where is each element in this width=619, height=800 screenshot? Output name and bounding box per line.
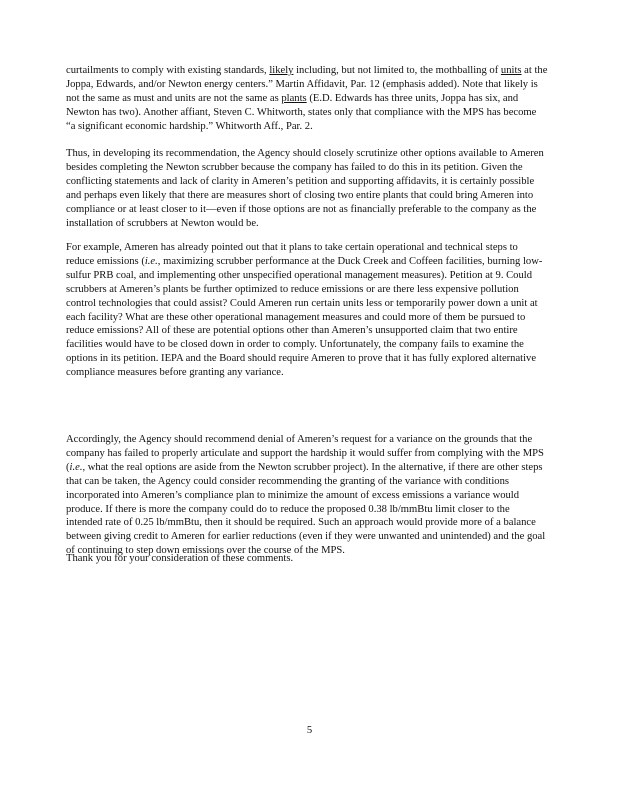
page-number: 5 (306, 725, 313, 736)
text-underlined-plants: plants (281, 92, 307, 104)
text-underlined-likely: likely (269, 65, 294, 76)
text-run: , maximizing scrubber performance at the Duck Creek and Coffeen facilities, burning low-sulfur PRB coal, and implementing other unspecified operational management measures). Petition at 9. Could scrubbers at Ameren’s plants be further optimized to reduce emissions or are there less expensive pollution control technologies that could assist? Could Ameren run certain units less or temporarily power down a unit at each facility? What are these other operational management measures and could more of them be pursued to reduce emissions? All of these are potential options other than Ameren’s unsupported claim that two entire facilities would have to be closed down in order to comply. Unfortunately, the company fails to examine the options in its petition. IEPA and the Board should require Ameren to prove that it has fully explored alternative compliance measures before granting any variance. (66, 255, 543, 379)
paragraph-thank-you: Thank you for your consideration of these comments. (66, 553, 294, 564)
text-italic-ie: i.e. (144, 255, 158, 267)
paragraph-accordingly (66, 433, 548, 558)
paragraph-curtailments (66, 64, 548, 134)
text-underlined-units: units (500, 65, 522, 76)
paragraph-for-example (66, 241, 548, 380)
text-run: curtailments to comply with existing standards, (66, 65, 270, 76)
paragraph-scrutinize-options: Thus, in developing its recommendation, the Agency should closely scrutinize other options available to Ameren besides completing the Newton scrubber because the company has failed to do this in its petition. Given the conflicting statements and lack of clarity in Ameren’s petition and supporting affidavits, it is certainly possible and perhaps even likely that there are measures short of closing two entire plants that could bring Ameren into compliance or at least closer to it—even if those options are not as financially preferable to the company as the installation of scrubbers at Newton would be. (66, 148, 544, 229)
text-run: Accordingly, the Agency should recommend denial of Ameren’s request for a variance on the grounds that the company has failed to properly articulate and support the hardship it would suffer from complying with the MPS ( (66, 434, 544, 473)
text-run: , what the real options are aside from the Newton scrubber project). In the alternative, if there are other steps that can be taken, the Agency could consider recommending the granting of the variance with conditions incorporated into Ameren’s compliance plan to minimize the amount of excess emissions a variance would produce. If there is more the company could do to reduce the proposed 0.38 lb/mmBtu limit closer to the intended rate of 0.25 lb/mmBtu, then it should be required. Such an approach would provide more of a balance between giving credit to Ameren for earlier reductions (even if they were unwanted and unintended) and the goal of continuing to step down emissions over the course of the MPS. (66, 461, 546, 557)
text-italic-ie: i.e. (69, 461, 83, 473)
text-run: at the Joppa, Edwards, and/or Newton energy centers.” Martin Affidavit, Par. 12 (emphasis added). Note that likely is not the same as must and units are not the same as (66, 65, 548, 104)
text-run: For example, Ameren has already pointed out that it plans to take certain operational and technical steps to reduce emissions ( (66, 242, 518, 267)
text-run: including, but not limited to, the mothballing of (293, 65, 501, 76)
text-run: (E.D. Edwards has three units, Joppa has six, and Newton has two). Another affiant, Steven C. Whitworth, states only that compliance with the MPS has become “a significant economic hardship.” Whitworth Aff., Par. 2. (66, 92, 537, 132)
